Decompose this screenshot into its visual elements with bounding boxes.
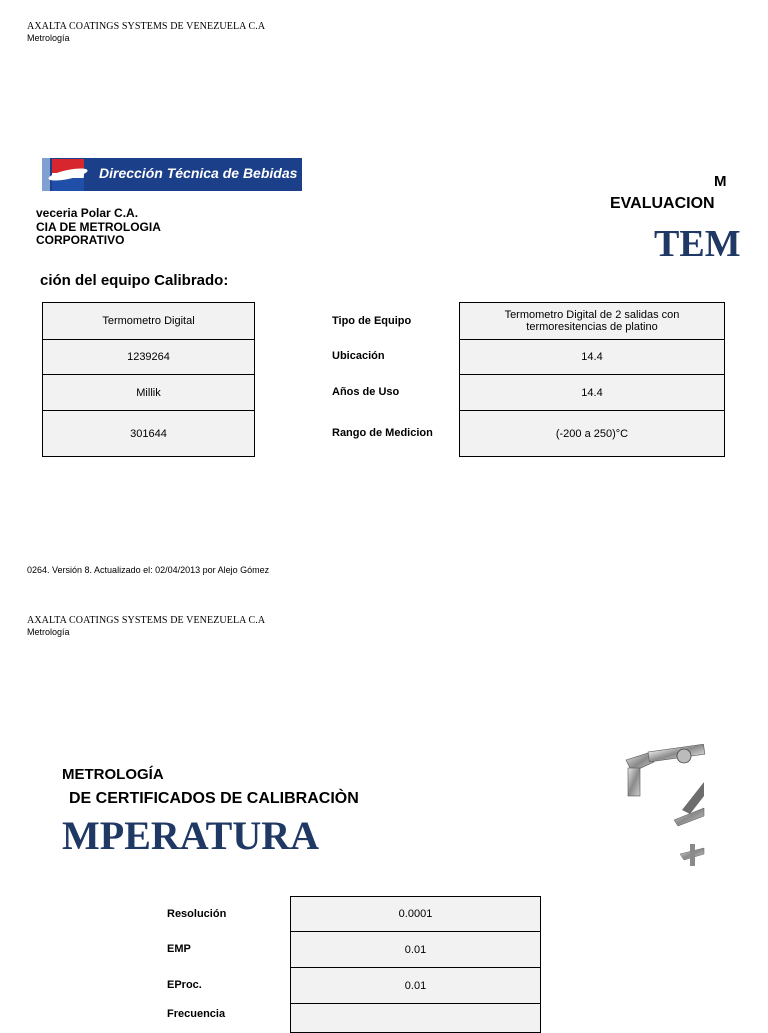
title-tem: TEM <box>654 223 741 265</box>
field-value-resolucion: 0.0001 <box>290 896 541 932</box>
left-value-cell: 301644 <box>42 410 255 457</box>
field-value-anos-uso: 14.4 <box>459 374 725 411</box>
field-value-rango: (-200 a 250)°C <box>459 410 725 457</box>
title-m: M <box>714 173 727 190</box>
section-title: ción del equipo Calibrado: <box>40 272 229 289</box>
org-line-3: CORPORATIVO <box>36 233 125 247</box>
header-company: AXALTA COATINGS SYSTEMS DE VENEZUELA C.A <box>27 615 266 626</box>
banner-text: Dirección Técnica de Bebidas <box>99 165 298 181</box>
left-value-cell: Termometro Digital <box>42 302 255 340</box>
field-label-anos-uso: Años de Uso <box>332 386 400 398</box>
title-evaluacion: EVALUACION <box>610 195 715 212</box>
field-label-emp: EMP <box>167 943 191 955</box>
title-temperatura: MPERATURA <box>62 813 320 858</box>
document-page-2 <box>0 598 768 1024</box>
field-label-tipo-equipo: Tipo de Equipo <box>332 315 412 327</box>
header-department: Metrología <box>27 627 70 637</box>
field-label-eproc: EProc. <box>167 979 202 991</box>
field-label-frecuencia: Frecuencia <box>167 1008 226 1020</box>
org-line-1: veceria Polar C.A. <box>36 206 139 220</box>
field-value-eproc: 0.01 <box>290 967 541 1004</box>
field-value-emp: 0.01 <box>290 931 541 968</box>
calibration-tools-icon <box>618 738 704 878</box>
left-value-cell: Millik <box>42 374 255 411</box>
field-value-frecuencia <box>290 1003 541 1033</box>
title-metrologia: METROLOGÍA <box>62 766 164 783</box>
field-value-ubicacion: 14.4 <box>459 339 725 375</box>
footer-version: 0264. Versión 8. Actualizado el: 02/04/2013 por Alejo Gómez <box>27 565 270 575</box>
field-label-resolucion: Resolución <box>167 908 227 920</box>
field-label-ubicacion: Ubicación <box>332 350 385 362</box>
org-line-2: CIA DE METROLOGIA <box>36 220 161 234</box>
header-company: AXALTA COATINGS SYSTEMS DE VENEZUELA C.A <box>27 21 266 32</box>
field-label-rango: Rango de Medicion <box>332 427 433 439</box>
field-value-tipo-equipo: Termometro Digital de 2 salidas con termoresitencias de platino <box>459 302 725 340</box>
title-certificados: DE CERTIFICADOS DE CALIBRACIÒN <box>69 790 359 807</box>
left-value-cell: 1239264 <box>42 339 255 375</box>
header-department: Metrología <box>27 33 70 43</box>
